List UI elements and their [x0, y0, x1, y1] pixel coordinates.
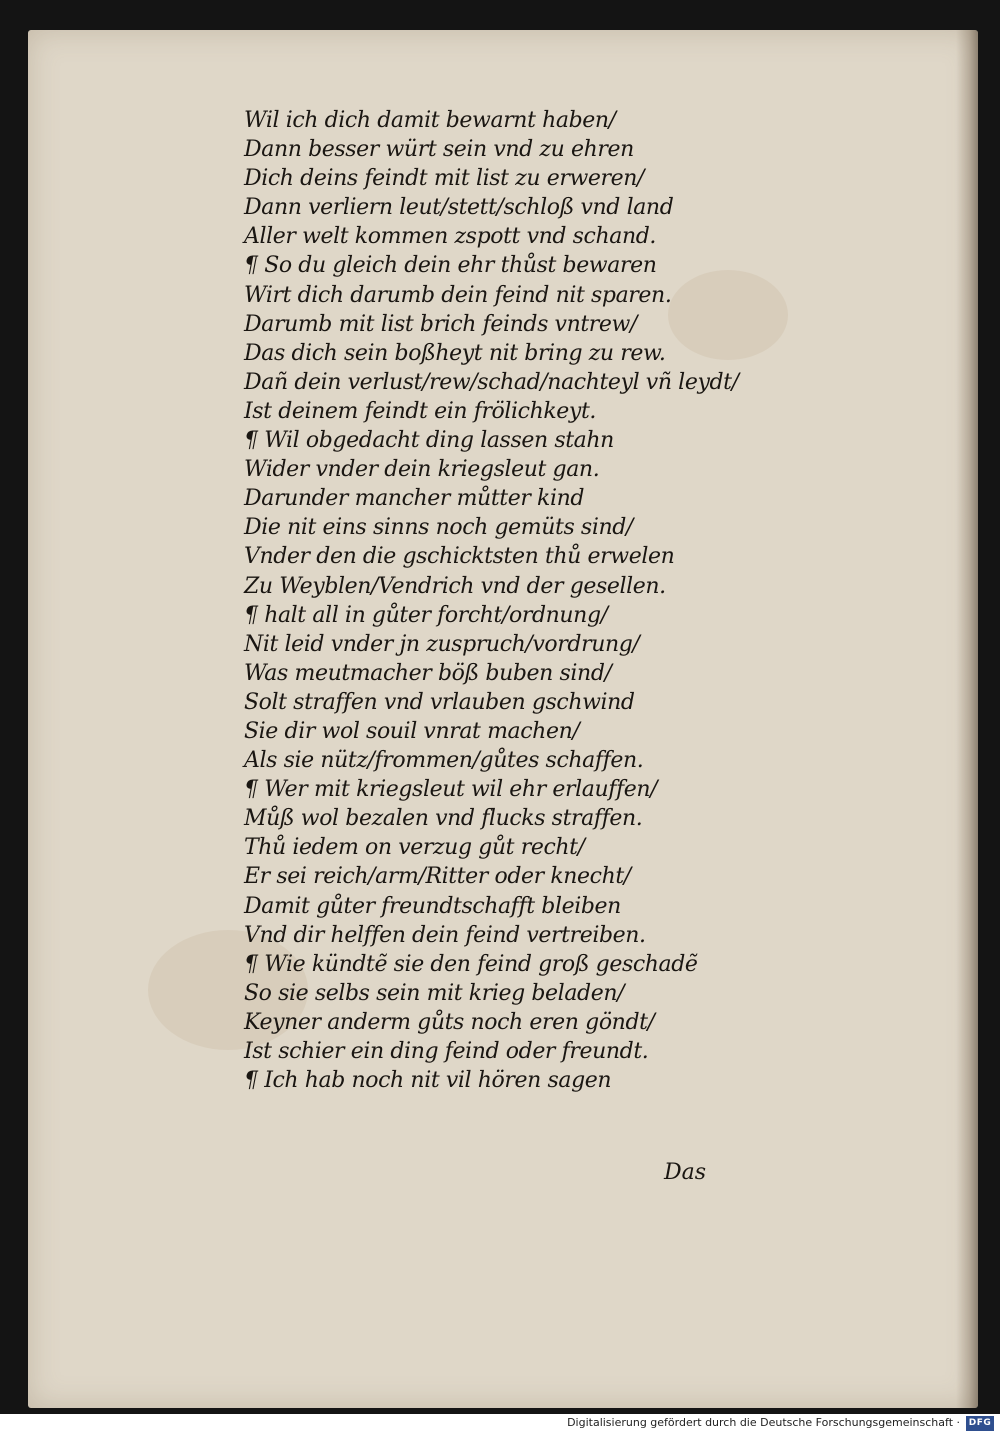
text-line: Vnder den die gschicktsten thů erwelen [244, 544, 675, 570]
text-line: ¶ halt all in gůter forcht/ordnung/ [244, 602, 608, 628]
text-line: Ist schier ein ding feind oder freundt. [244, 1039, 649, 1064]
dfg-logo[interactable]: DFG [966, 1416, 994, 1431]
text-line: Sie dir wol souil vnrat machen/ [244, 718, 580, 744]
text-line: ¶ Wer mit kriegsleut wil ehr erlauffen/ [244, 777, 658, 803]
text-line: Dañ dein verlust/rew/schad/nachteyl vñ leydt/ [244, 369, 739, 395]
funding-credit: Digitalisierung gefördert durch die Deutsche Forschungsgemeinschaft · [567, 1416, 960, 1429]
text-line: Das dich sein boßheyt nit bring zu rew. [244, 340, 666, 366]
text-line: Dann verliern leut/stett/schloß vnd land [244, 195, 674, 221]
text-line: Zu Weyblen/Vendrich vnd der gesellen. [244, 573, 666, 599]
text-line: ¶ Wie kündtẽ sie den feind groß geschadẽ [244, 951, 698, 977]
catchword: Das [664, 1160, 707, 1185]
text-line: Die nit eins sinns noch gemüts sind/ [244, 515, 633, 541]
text-line: Wider vnder dein kriegsleut gan. [244, 457, 600, 483]
text-line: Dann besser würt sein vnd zu ehren [244, 137, 634, 163]
text-line: Solt straffen vnd vrlauben gschwind [244, 689, 635, 715]
text-line: ¶ Wil obgedacht ding lassen stahn [244, 428, 614, 454]
text-line: Keyner anderm gůts noch eren göndt/ [244, 1009, 655, 1035]
text-line: Nit leid vnder jn zuspruch/vordrung/ [244, 631, 640, 657]
text-line: Was meutmacher böß buben sind/ [244, 660, 612, 686]
footer-bar [0, 1414, 1000, 1434]
text-line: Darumb mit list brich feinds vntrew/ [244, 311, 637, 337]
text-line: Damit gůter freundtschafft bleiben [244, 893, 621, 919]
text-line: Als sie nütz/frommen/gůtes schaffen. [244, 748, 644, 774]
text-line: Darunder mancher můtter kind [244, 486, 585, 512]
text-line: Thů iedem on verzug gůt recht/ [244, 835, 585, 861]
text-line: Můß wol bezalen vnd flucks straffen. [244, 806, 643, 832]
text-line: Ist deinem feindt ein frölichkeyt. [244, 398, 596, 424]
text-line: ¶ Ich hab noch nit vil hören sagen [244, 1068, 612, 1094]
text-line: Dich deins feindt mit list zu erweren/ [244, 166, 645, 192]
text-line: Wirt dich darumb dein feind nit sparen. [244, 282, 672, 308]
text-line: Wil ich dich damit bewarnt haben/ [244, 108, 616, 133]
text-line: Aller welt kommen zspott vnd schand. [244, 224, 656, 250]
text-line: Vnd dir helffen dein feind vertreiben. [244, 922, 646, 948]
text-line: ¶ So du gleich dein ehr thůst bewaren [244, 253, 657, 279]
text-line: Er sei reich/arm/Ritter oder knecht/ [244, 864, 631, 890]
text-line: So sie selbs sein mit krieg beladen/ [244, 980, 625, 1006]
poem-text-block [244, 106, 824, 1095]
page-edge-shadow [956, 30, 978, 1408]
